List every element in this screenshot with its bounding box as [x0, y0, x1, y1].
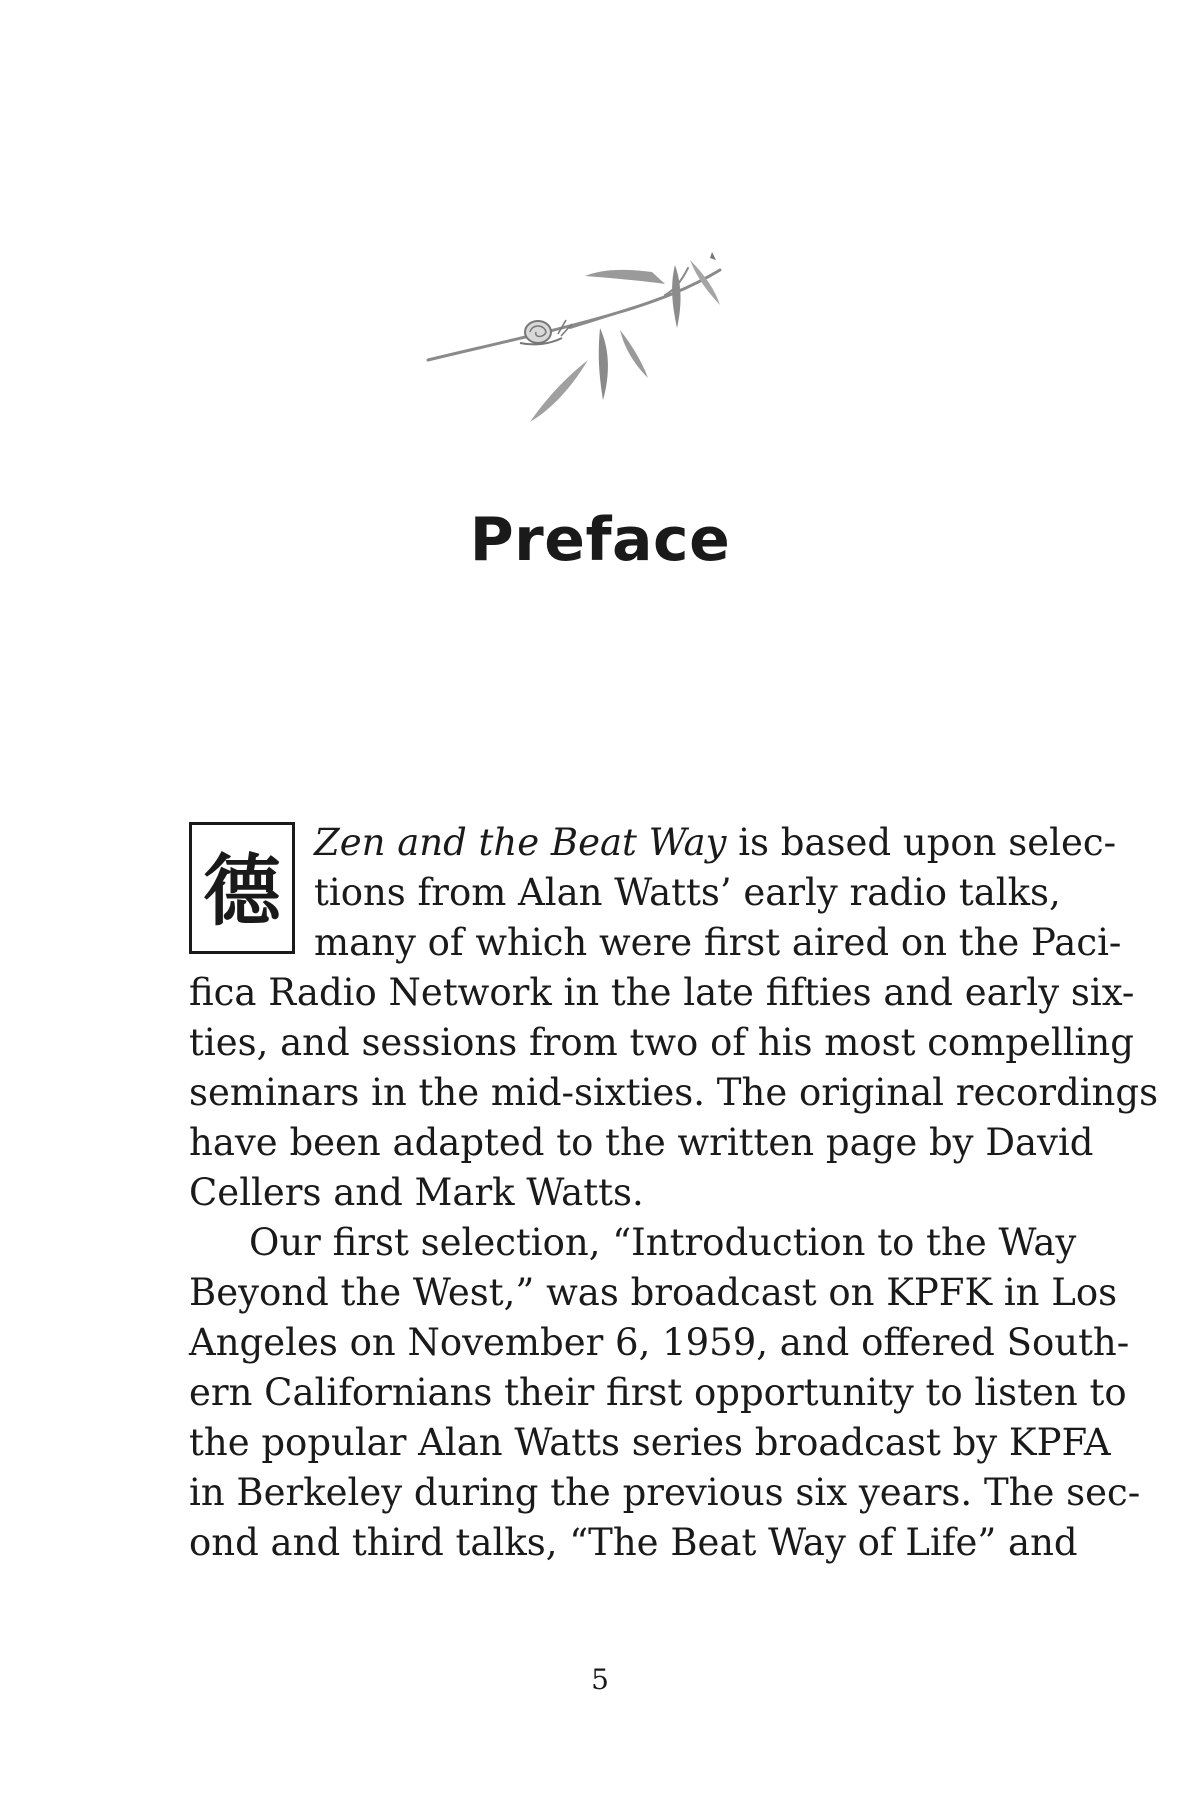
bamboo-branch-icon — [420, 250, 760, 430]
text-line: ern Californians their first opportunity to listen to — [189, 1371, 1127, 1414]
text-line: in Berkeley during the previous six years. The sec- — [189, 1471, 1141, 1514]
body-text — [189, 818, 1159, 1568]
text-line: the popular Alan Watts series broadcast by KPFA — [189, 1421, 1111, 1464]
book-title: Zen and the Beat Way — [314, 821, 727, 864]
text-line: Our first selection, “Introduction to the Way — [249, 1221, 1077, 1264]
text-line: Beyond the West,” was broadcast on KPFK in Los — [189, 1271, 1118, 1314]
text-line: have been adapted to the written page by David — [189, 1121, 1094, 1164]
text-line: tions from Alan Watts’ early radio talks, — [314, 871, 1061, 914]
page-number: 5 — [591, 1663, 609, 1696]
paragraph — [189, 1218, 1141, 1568]
paragraph — [189, 818, 1159, 1218]
text-line — [314, 818, 1117, 868]
text-line: ties, and sessions from two of his most compelling — [189, 1021, 1134, 1064]
text-line: Angeles on November 6, 1959, and offered South- — [189, 1321, 1130, 1364]
chapter-title: Preface — [469, 505, 731, 575]
text-line: ond and third talks, “The Beat Way of Life” and — [189, 1521, 1078, 1564]
text-line: seminars in the mid-sixties. The original recordings — [189, 1071, 1159, 1114]
text-line: Cellers and Mark Watts. — [189, 1171, 644, 1214]
text-fragment: is based upon selec- — [726, 821, 1117, 864]
text-line: fica Radio Network in the late fifties and early six- — [189, 971, 1135, 1014]
svg-text:德: 德 — [203, 845, 281, 937]
text-line: many of which were first aired on the Paci- — [314, 921, 1122, 964]
